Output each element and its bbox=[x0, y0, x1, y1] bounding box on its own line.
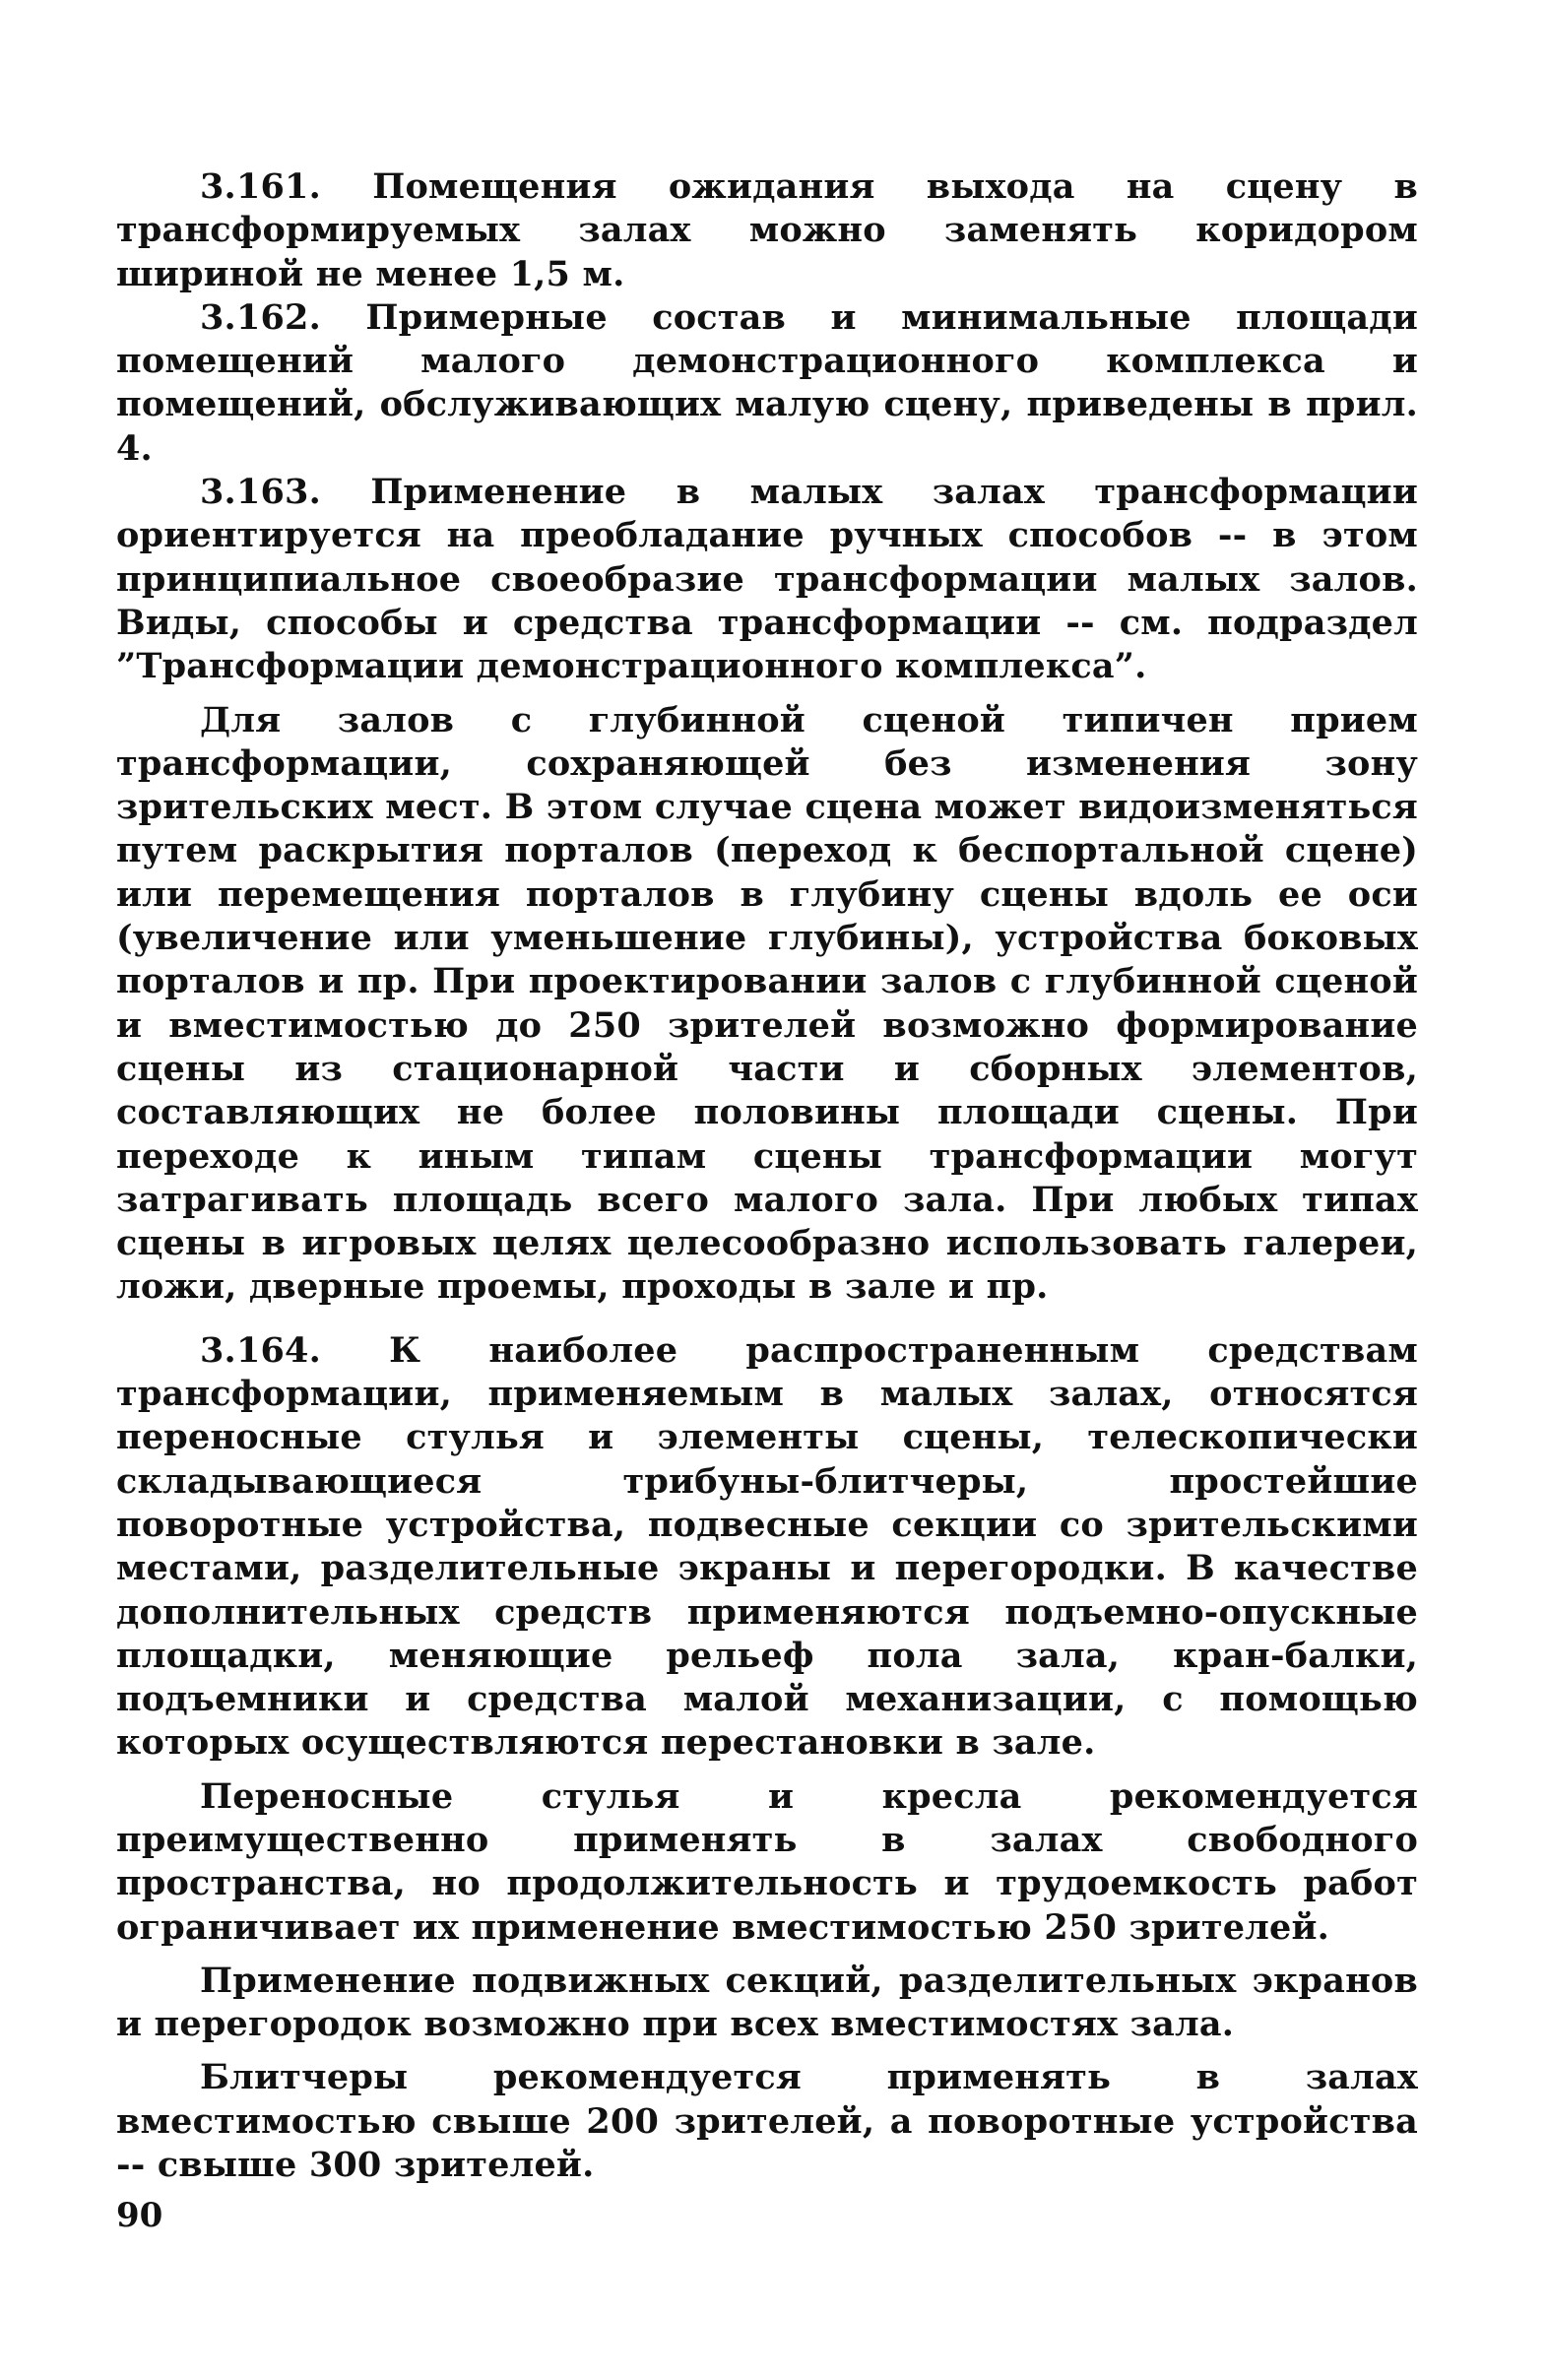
paragraph-3-164: 3.164. К наиболее распространенным средствам трансформации, применяемым в малых залах, относятся переносные стулья и элементы сцены, телескопически складывающиеся трибуны-блитчеры, простейшие поворотные устройства, подвесные секции со зрительскими местами, разделительные экраны и перегородки. В качестве дополнительных средств применяются подъемно-опускные площадки, меняющие рельеф пола зала, кран-балки, подъемники и средства малой механизации, с помощью которых осуществляются перестановки в зале. bbox=[116, 1329, 1418, 1764]
paragraph-3-163: 3.163. Применение в малых залах трансформации ориентируется на преобладание ручных способов -- в этом принципиальное своеобразие трансформации малых залов. Виды, способы и средства трансформации -- см. подраздел ”Трансформации демонстрационного комплекса”. bbox=[116, 472, 1418, 687]
paragraph-movable-sections: Применение подвижных секций, разделительных экранов и перегородок возможно при всех вместимостях зала. bbox=[116, 1960, 1418, 2045]
paragraph-3-162: 3.162. Примерные состав и минимальные площади помещений малого демонстрационного комплекса и помещений, обслуживающих малую сцену, приведены в прил. 4. bbox=[116, 296, 1418, 469]
paragraph-bleachers: Блитчеры рекомендуется применять в залах вместимостью свыше 200 зрителей, а поворотные устройства -- свыше 300 зрителей. bbox=[116, 2057, 1418, 2186]
paragraph-deep-stage: Для залов с глубинной сценой типичен прием трансформации, сохраняющей без изменения зону зрительских мест. В этом случае сцена может видоизменяться путем раскрытия порталов (переход к беспортальной сцене) или перемещения порталов в глубину сцены вдоль ее оси (увеличение или уменьшение глубины), устройства боковых порталов и пр. При проектировании залов с глубинной сценой и вместимостью до 250 зрителей возможно формирование сцены из стационарной части и сборных элементов, составляющих не более половины площади сцены. При переходе к иным типам сцены трансформации могут затрагивать площадь всего малого зала. При любых типах сцены в игровых целях целесообразно использовать галереи, ложи, дверные проемы, проходы в зале и пр. bbox=[116, 699, 1418, 1308]
paragraph-portable-chairs: Переносные стулья и кресла рекомендуется преимущественно применять в залах свободного пространства, но продолжительность и трудоемкость работ ограничивает их применение вместимостью 250 зрителей. bbox=[116, 1775, 1418, 1948]
paragraph-3-161: 3.161. Помещения ожидания выхода на сцену в трансформируемых залах можно заменять коридором шириной не менее 1,5 м. bbox=[116, 166, 1418, 294]
body-text bbox=[116, 165, 1418, 2187]
page-number: 90 bbox=[116, 2196, 163, 2235]
